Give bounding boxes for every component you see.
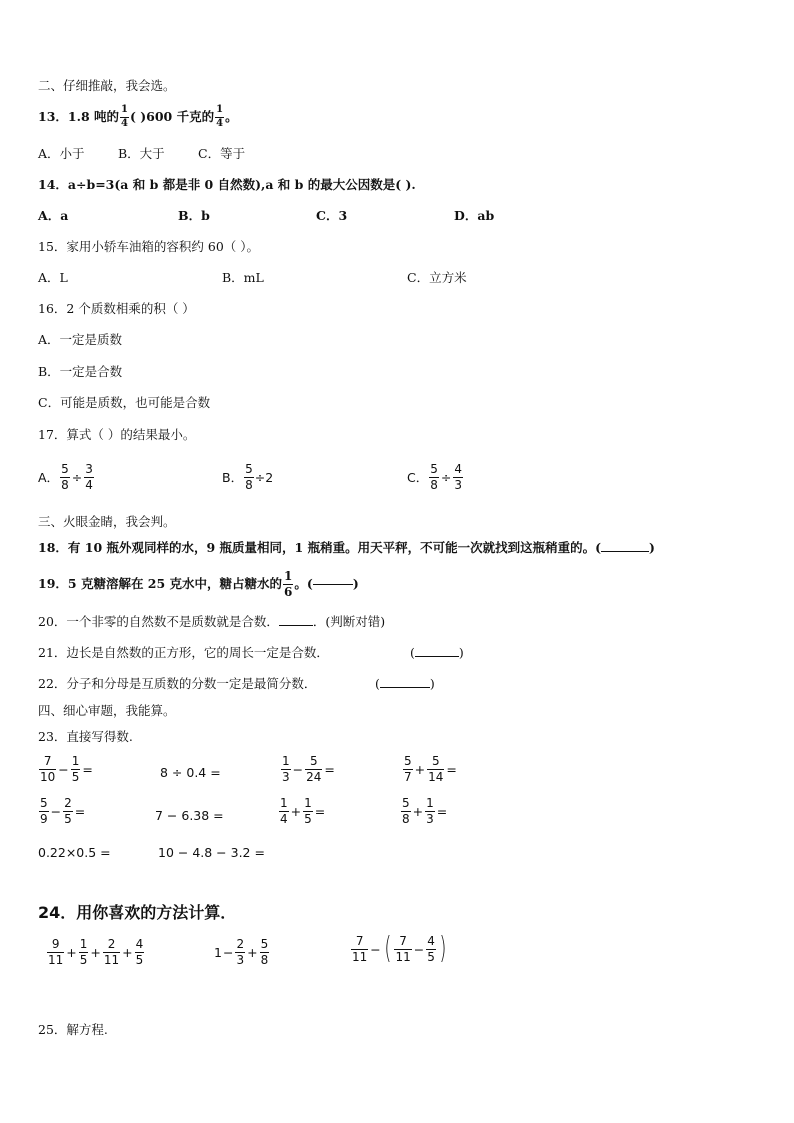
q17a-fraction-2: $\frac{3}{4}$ bbox=[85, 462, 93, 492]
section-heading-2: 二、仔细推敲，我会选。 bbox=[38, 78, 176, 93]
q13-option-b[interactable]: B．大于 bbox=[118, 146, 165, 161]
question-22: 22．分子和分母是互质数的分数一定是最简分数． bbox=[38, 676, 317, 691]
q16-option-b[interactable]: B．一定是合数 bbox=[38, 364, 123, 379]
q23-r3-item-2: 10 − 4.8 − 3.2 = bbox=[158, 845, 265, 860]
q17-option-c[interactable]: C． $\frac{5}{8}$ ÷ $\frac{4}{3}$ bbox=[407, 462, 462, 492]
q13-option-a[interactable]: A．小于 bbox=[38, 146, 85, 161]
q13-text-c: 。 bbox=[225, 108, 238, 124]
answer-blank[interactable] bbox=[601, 551, 649, 552]
q13-fraction-1: $\frac{1}{4}$ bbox=[121, 104, 128, 129]
q23-r1-item-4: $\frac{5}{7}$ + $\frac{5}{14}$ = bbox=[404, 754, 457, 784]
question-15: 15．家用小轿车油箱的容积约 60（ ）。 bbox=[38, 239, 260, 254]
q17a-fraction-1: $\frac{5}{8}$ bbox=[61, 462, 69, 492]
question-17: 17．算式（ ）的结果最小。 bbox=[38, 427, 196, 442]
q23-r2-item-3: $\frac{1}{4}$ + $\frac{1}{5}$ = bbox=[280, 796, 326, 826]
q14-option-a[interactable]: A．a bbox=[38, 208, 69, 223]
q15-option-a[interactable]: A．L bbox=[38, 270, 68, 285]
question-16: 16．2 个质数相乘的积（ ） bbox=[38, 301, 195, 316]
q23-r1-item-2: 8 ÷ 0.4 = bbox=[160, 765, 221, 780]
q13-text-b: ( )600 千克的 bbox=[129, 108, 215, 124]
q14-option-b[interactable]: B．b bbox=[178, 208, 210, 223]
question-23: 23．直接写得数. bbox=[38, 729, 133, 744]
q13-text-a: 13．1.8 吨的 bbox=[38, 108, 119, 124]
question-19: 19．5 克糖溶解在 25 克水中，糖占糖水的 $\frac{1}{6}$ 。( ) bbox=[38, 569, 359, 599]
q17b-fraction: $\frac{5}{8}$ bbox=[245, 462, 253, 492]
q23-r2-item-1: $\frac{5}{9}$ − $\frac{2}{5}$ = bbox=[40, 796, 86, 826]
q15-option-c[interactable]: C．立方米 bbox=[407, 270, 467, 285]
section-heading-3: 三、火眼金睛，我会判。 bbox=[38, 514, 176, 529]
q13-option-c[interactable]: C．等于 bbox=[198, 146, 246, 161]
q16-option-c[interactable]: C．可能是质数，也可能是合数 bbox=[38, 395, 211, 410]
question-14: 14．a÷b=3(a 和 b 都是非 0 自然数),a 和 b 的最大公因数是( ). bbox=[38, 177, 416, 192]
q14-option-d[interactable]: D．ab bbox=[454, 208, 495, 223]
q23-r2-item-4: $\frac{5}{8}$ + $\frac{1}{3}$ = bbox=[402, 796, 448, 826]
q23-r1-item-1: $\frac{7}{10}$ − $\frac{1}{5}$ = bbox=[40, 754, 93, 784]
q14-option-c[interactable]: C．3 bbox=[316, 208, 348, 223]
question-20: 20．一个非零的自然数不是质数就是合数． ．(判断对错) bbox=[38, 614, 386, 629]
answer-blank[interactable] bbox=[313, 584, 353, 585]
q23-r2-item-2: 7 − 6.38 = bbox=[155, 808, 224, 823]
q23-r1-item-3: $\frac{1}{3}$ − $\frac{5}{24}$ = bbox=[282, 754, 335, 784]
q19-fraction: $\frac{1}{6}$ bbox=[284, 569, 293, 599]
q13-fraction-2: $\frac{1}{4}$ bbox=[216, 104, 224, 129]
question-24-title: 24．用你喜欢的方法计算． bbox=[38, 903, 237, 922]
question-25: 25．解方程. bbox=[38, 1022, 108, 1037]
answer-blank[interactable] bbox=[415, 656, 459, 657]
question-21: 21．边长是自然数的正方形，它的周长一定是合数． bbox=[38, 645, 329, 660]
q22-answer: ( ) bbox=[375, 676, 435, 691]
answer-blank[interactable] bbox=[279, 625, 313, 626]
question-13 bbox=[38, 105, 238, 129]
q17c-fraction-1: $\frac{5}{8}$ bbox=[430, 462, 438, 492]
q23-r3-item-1: 0.22×0.5 = bbox=[38, 845, 111, 860]
q16-option-a[interactable]: A．一定是质数 bbox=[38, 332, 123, 347]
q24-expression-3: $\frac{7}{11}$ − ( $\frac{7}{11}$ − $\frac{4}{5}$ ) bbox=[352, 931, 447, 966]
q24-expression-2: 1 − $\frac{2}{3}$ + $\frac{5}{8}$ bbox=[214, 937, 269, 967]
section-heading-4: 四、细心审题，我能算。 bbox=[38, 703, 176, 718]
q17-option-b[interactable]: B． $\frac{5}{8}$ ÷2 bbox=[222, 462, 274, 492]
answer-blank[interactable] bbox=[380, 687, 430, 688]
q24-expression-1: $\frac{9}{11}$ + $\frac{1}{5}$ + $\frac{2}{11}$ + $\frac{4}{5}$ bbox=[48, 937, 144, 967]
q21-answer: ( ) bbox=[410, 645, 464, 660]
q15-option-b[interactable]: B．mL bbox=[222, 270, 264, 285]
q17-option-a[interactable]: A． $\frac{5}{8}$ ÷ $\frac{3}{4}$ bbox=[38, 462, 93, 492]
question-18: 18．有 10 瓶外观同样的水，9 瓶质量相同，1 瓶稍重。用天平秤，不可能一次就找到这瓶稍重的。( ) bbox=[38, 540, 655, 555]
q17c-fraction-2: $\frac{4}{3}$ bbox=[454, 462, 462, 492]
